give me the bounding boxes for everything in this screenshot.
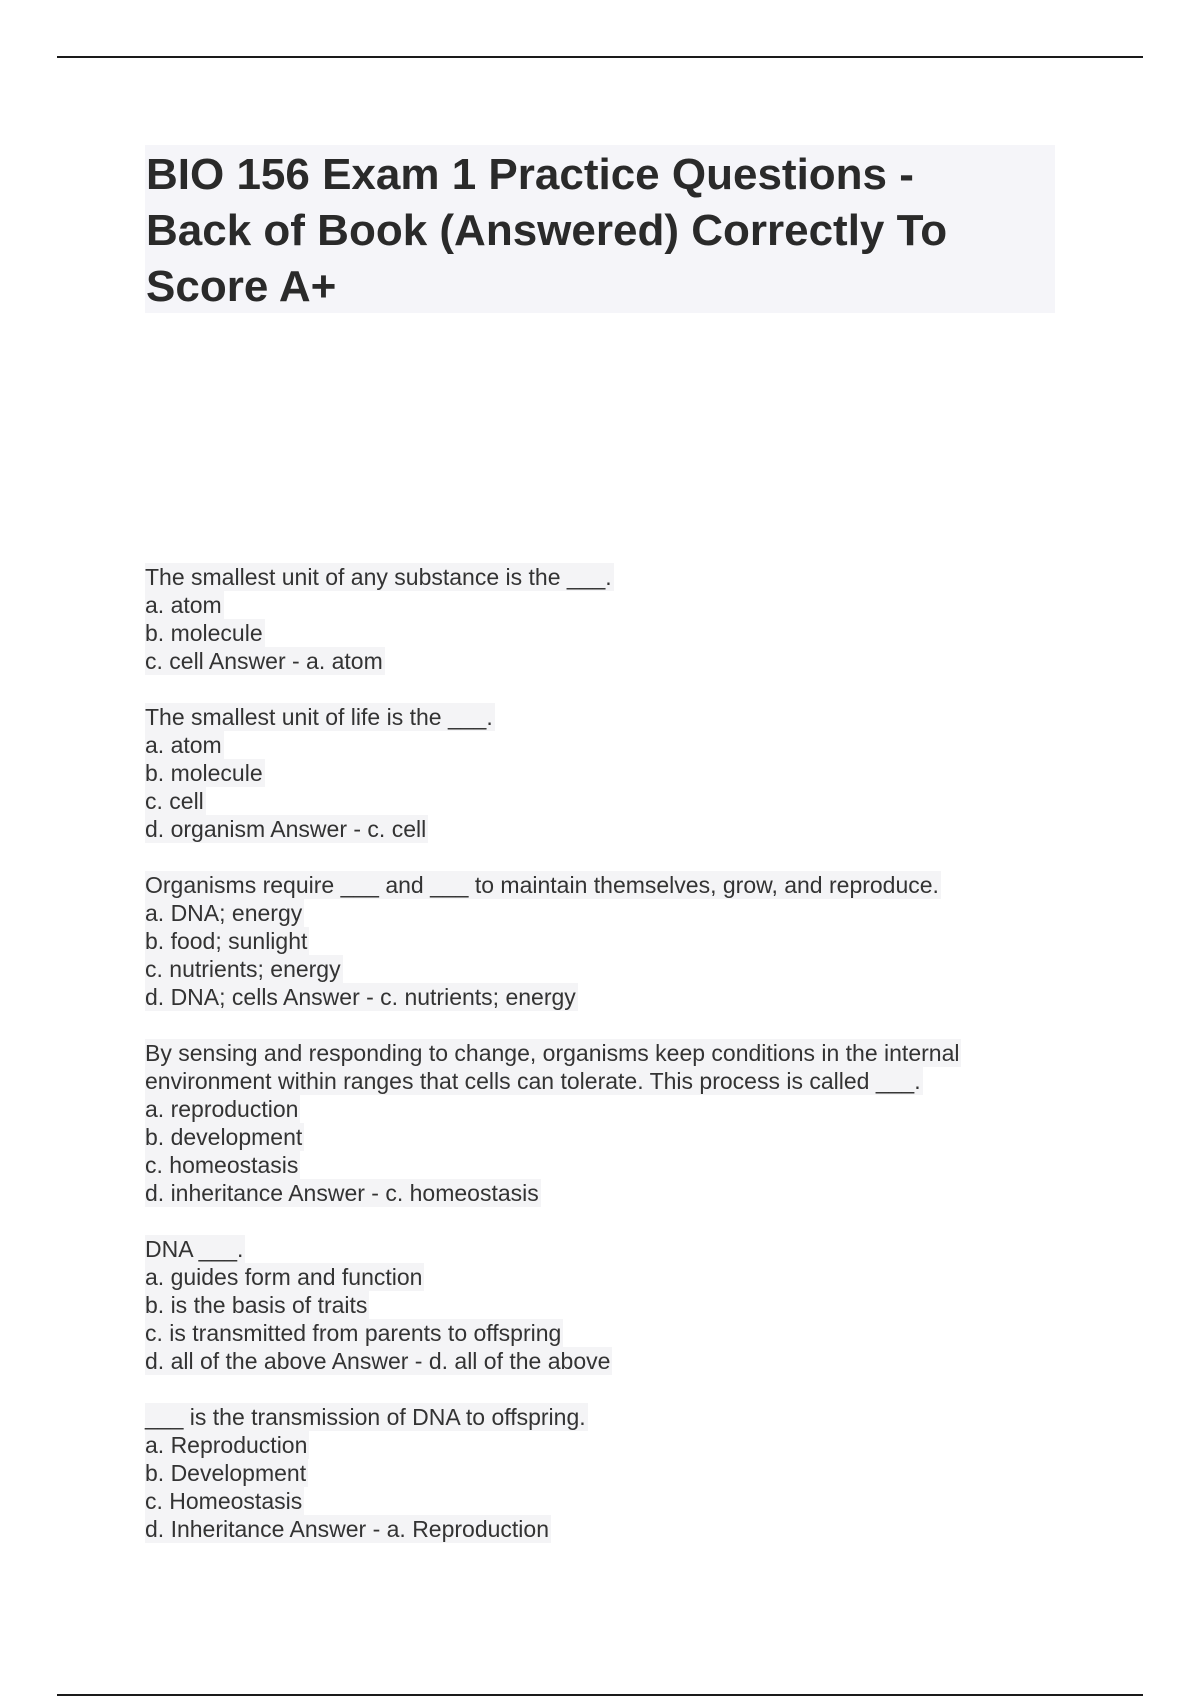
question-list — [145, 563, 1045, 1571]
question-prompt: By sensing and responding to change, organisms keep conditions in the internal — [145, 1040, 960, 1066]
answer-option: c. Homeostasis — [145, 1488, 303, 1514]
answer-option: b. Development — [145, 1460, 307, 1486]
answer-option: c. is transmitted from parents to offspring — [145, 1320, 562, 1346]
question-prompt: The smallest unit of life is the ___. — [145, 704, 493, 730]
question-item — [145, 703, 1045, 843]
title-line: Back of Book (Answered) Correctly To — [146, 206, 948, 255]
question-item — [145, 1039, 1045, 1207]
question-prompt: Organisms require ___ and ___ to maintain themselves, grow, and reproduce. — [145, 872, 939, 898]
answer-option-with-answer: c. cell Answer - a. atom — [145, 648, 383, 674]
question-item — [145, 871, 1045, 1011]
bottom-rule — [57, 1694, 1143, 1696]
answer-option: a. DNA; energy — [145, 900, 303, 926]
answer-option: a. atom — [145, 592, 222, 618]
document-title — [146, 147, 1055, 315]
answer-option: b. molecule — [145, 620, 263, 646]
question-prompt: DNA ___. — [145, 1236, 244, 1262]
answer-option-with-answer: d. inheritance Answer - c. homeostasis — [145, 1180, 539, 1206]
answer-option: c. nutrients; energy — [145, 956, 341, 982]
answer-option: a. reproduction — [145, 1096, 299, 1122]
answer-option: b. development — [145, 1124, 303, 1150]
answer-option-with-answer: d. Inheritance Answer - a. Reproduction — [145, 1516, 550, 1542]
title-line: Score A+ — [146, 262, 337, 311]
question-item — [145, 1403, 1045, 1543]
answer-option: c. homeostasis — [145, 1152, 299, 1178]
answer-option: b. molecule — [145, 760, 263, 786]
answer-option-with-answer: d. organism Answer - c. cell — [145, 816, 427, 842]
top-rule — [57, 56, 1143, 58]
answer-option: b. food; sunlight — [145, 928, 308, 954]
answer-option-with-answer: d. all of the above Answer - d. all of the above — [145, 1348, 611, 1374]
title-block — [145, 145, 1055, 313]
answer-option-with-answer: d. DNA; cells Answer - c. nutrients; energy — [145, 984, 576, 1010]
question-item — [145, 563, 1045, 675]
answer-option: b. is the basis of traits — [145, 1292, 368, 1318]
question-prompt: The smallest unit of any substance is the ___. — [145, 564, 612, 590]
question-item — [145, 1235, 1045, 1375]
question-prompt: ___ is the transmission of DNA to offspring. — [145, 1404, 586, 1430]
question-prompt: environment within ranges that cells can tolerate. This process is called ___. — [145, 1068, 921, 1094]
answer-option: a. Reproduction — [145, 1432, 308, 1458]
answer-option: a. atom — [145, 732, 222, 758]
title-line: BIO 156 Exam 1 Practice Questions - — [146, 150, 914, 199]
answer-option: a. guides form and function — [145, 1264, 423, 1290]
answer-option: c. cell — [145, 788, 204, 814]
